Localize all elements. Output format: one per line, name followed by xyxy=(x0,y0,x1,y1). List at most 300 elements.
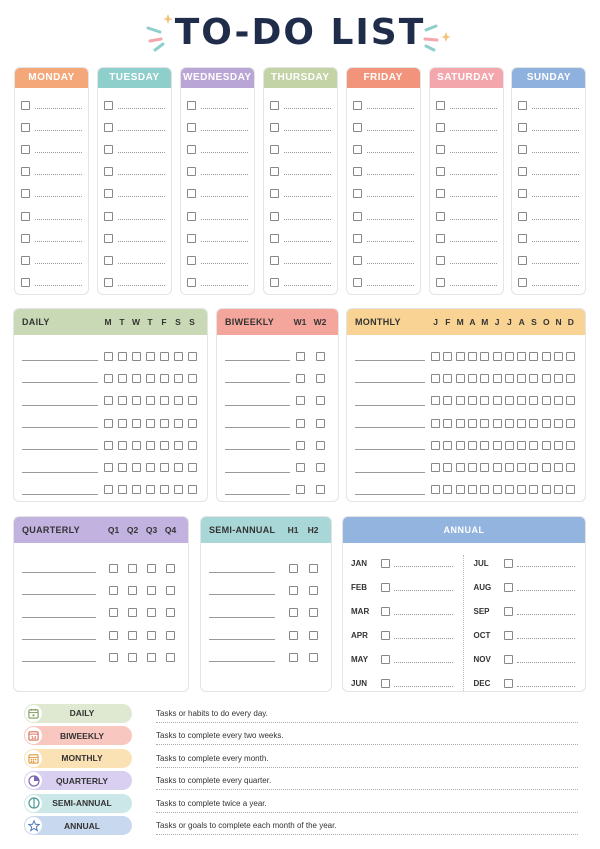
daily-checkbox[interactable] xyxy=(174,352,183,361)
task-line[interactable] xyxy=(118,124,165,131)
monthly-checkbox[interactable] xyxy=(566,419,575,428)
monthly-checkbox[interactable] xyxy=(443,419,452,428)
daily-task-line[interactable] xyxy=(22,418,98,428)
task-checkbox[interactable] xyxy=(436,167,445,176)
monthly-checkbox[interactable] xyxy=(456,396,465,405)
semiannual-task-line[interactable] xyxy=(209,630,275,640)
daily-task-line[interactable] xyxy=(22,485,98,495)
task-checkbox[interactable] xyxy=(353,145,362,154)
daily-checkbox[interactable] xyxy=(104,396,113,405)
task-checkbox[interactable] xyxy=(270,145,279,154)
monthly-checkbox[interactable] xyxy=(529,352,538,361)
monthly-checkbox[interactable] xyxy=(529,485,538,494)
daily-checkbox[interactable] xyxy=(104,463,113,472)
monthly-checkbox[interactable] xyxy=(505,463,514,472)
daily-checkbox[interactable] xyxy=(118,485,127,494)
semiannual-checkbox[interactable] xyxy=(309,631,318,640)
task-line[interactable] xyxy=(201,146,248,153)
quarterly-task-line[interactable] xyxy=(22,563,96,573)
task-line[interactable] xyxy=(450,124,497,131)
task-line[interactable] xyxy=(532,124,579,131)
task-line[interactable] xyxy=(367,190,414,197)
quarterly-checkbox[interactable] xyxy=(166,564,175,573)
task-line[interactable] xyxy=(532,257,579,264)
task-line[interactable] xyxy=(450,190,497,197)
quarterly-checkbox[interactable] xyxy=(147,564,156,573)
monthly-checkbox[interactable] xyxy=(468,485,477,494)
monthly-checkbox[interactable] xyxy=(493,463,502,472)
semiannual-checkbox[interactable] xyxy=(289,564,298,573)
task-checkbox[interactable] xyxy=(518,145,527,154)
quarterly-checkbox[interactable] xyxy=(166,631,175,640)
monthly-checkbox[interactable] xyxy=(517,419,526,428)
task-line[interactable] xyxy=(450,235,497,242)
biweekly-task-line[interactable] xyxy=(225,351,290,361)
daily-checkbox[interactable] xyxy=(188,419,197,428)
biweekly-task-line[interactable] xyxy=(225,373,290,383)
biweekly-task-line[interactable] xyxy=(225,396,290,406)
daily-checkbox[interactable] xyxy=(174,419,183,428)
monthly-checkbox[interactable] xyxy=(542,419,551,428)
monthly-checkbox[interactable] xyxy=(468,396,477,405)
daily-task-line[interactable] xyxy=(22,396,98,406)
task-checkbox[interactable] xyxy=(187,234,196,243)
annual-checkbox[interactable] xyxy=(381,583,390,592)
task-line[interactable] xyxy=(367,257,414,264)
daily-checkbox[interactable] xyxy=(118,463,127,472)
task-line[interactable] xyxy=(450,168,497,175)
task-checkbox[interactable] xyxy=(518,123,527,132)
semiannual-checkbox[interactable] xyxy=(309,608,318,617)
annual-task-line[interactable] xyxy=(517,680,576,687)
task-checkbox[interactable] xyxy=(353,167,362,176)
task-checkbox[interactable] xyxy=(270,234,279,243)
task-checkbox[interactable] xyxy=(353,123,362,132)
daily-task-line[interactable] xyxy=(22,373,98,383)
monthly-checkbox[interactable] xyxy=(493,352,502,361)
task-line[interactable] xyxy=(118,213,165,220)
daily-checkbox[interactable] xyxy=(146,441,155,450)
task-line[interactable] xyxy=(367,102,414,109)
task-line[interactable] xyxy=(284,279,331,286)
monthly-checkbox[interactable] xyxy=(493,485,502,494)
biweekly-task-line[interactable] xyxy=(225,485,290,495)
task-line[interactable] xyxy=(284,124,331,131)
annual-task-line[interactable] xyxy=(517,632,576,639)
quarterly-checkbox[interactable] xyxy=(128,608,137,617)
annual-checkbox[interactable] xyxy=(504,631,513,640)
quarterly-checkbox[interactable] xyxy=(109,586,118,595)
semiannual-checkbox[interactable] xyxy=(309,586,318,595)
biweekly-checkbox[interactable] xyxy=(316,396,325,405)
task-line[interactable] xyxy=(201,235,248,242)
task-line[interactable] xyxy=(532,213,579,220)
daily-checkbox[interactable] xyxy=(188,485,197,494)
task-checkbox[interactable] xyxy=(104,145,113,154)
daily-checkbox[interactable] xyxy=(160,441,169,450)
biweekly-checkbox[interactable] xyxy=(296,463,305,472)
monthly-checkbox[interactable] xyxy=(542,374,551,383)
daily-checkbox[interactable] xyxy=(118,352,127,361)
biweekly-checkbox[interactable] xyxy=(296,441,305,450)
monthly-checkbox[interactable] xyxy=(554,352,563,361)
quarterly-task-line[interactable] xyxy=(22,585,96,595)
daily-checkbox[interactable] xyxy=(160,374,169,383)
task-checkbox[interactable] xyxy=(518,256,527,265)
semiannual-task-line[interactable] xyxy=(209,563,275,573)
monthly-checkbox[interactable] xyxy=(542,396,551,405)
biweekly-checkbox[interactable] xyxy=(296,419,305,428)
task-line[interactable] xyxy=(35,124,82,131)
task-line[interactable] xyxy=(450,102,497,109)
monthly-checkbox[interactable] xyxy=(493,374,502,383)
task-checkbox[interactable] xyxy=(270,167,279,176)
task-line[interactable] xyxy=(118,168,165,175)
monthly-checkbox[interactable] xyxy=(431,463,440,472)
task-checkbox[interactable] xyxy=(353,101,362,110)
monthly-checkbox[interactable] xyxy=(554,396,563,405)
task-checkbox[interactable] xyxy=(270,189,279,198)
monthly-checkbox[interactable] xyxy=(456,485,465,494)
task-line[interactable] xyxy=(367,124,414,131)
biweekly-task-line[interactable] xyxy=(225,418,290,428)
monthly-checkbox[interactable] xyxy=(468,419,477,428)
daily-task-line[interactable] xyxy=(22,463,98,473)
task-checkbox[interactable] xyxy=(353,256,362,265)
task-line[interactable] xyxy=(201,279,248,286)
task-line[interactable] xyxy=(450,279,497,286)
task-checkbox[interactable] xyxy=(21,123,30,132)
task-line[interactable] xyxy=(284,146,331,153)
daily-checkbox[interactable] xyxy=(188,352,197,361)
monthly-checkbox[interactable] xyxy=(529,463,538,472)
task-checkbox[interactable] xyxy=(104,101,113,110)
monthly-checkbox[interactable] xyxy=(468,463,477,472)
daily-checkbox[interactable] xyxy=(188,374,197,383)
task-checkbox[interactable] xyxy=(104,189,113,198)
task-line[interactable] xyxy=(532,235,579,242)
monthly-checkbox[interactable] xyxy=(517,352,526,361)
monthly-checkbox[interactable] xyxy=(431,419,440,428)
monthly-checkbox[interactable] xyxy=(566,441,575,450)
monthly-checkbox[interactable] xyxy=(480,374,489,383)
monthly-checkbox[interactable] xyxy=(431,485,440,494)
daily-checkbox[interactable] xyxy=(132,352,141,361)
daily-checkbox[interactable] xyxy=(146,396,155,405)
task-line[interactable] xyxy=(118,102,165,109)
monthly-checkbox[interactable] xyxy=(480,485,489,494)
monthly-checkbox[interactable] xyxy=(517,396,526,405)
monthly-checkbox[interactable] xyxy=(456,352,465,361)
quarterly-checkbox[interactable] xyxy=(147,586,156,595)
task-checkbox[interactable] xyxy=(104,234,113,243)
task-line[interactable] xyxy=(35,257,82,264)
task-line[interactable] xyxy=(201,257,248,264)
monthly-checkbox[interactable] xyxy=(456,374,465,383)
quarterly-checkbox[interactable] xyxy=(128,631,137,640)
monthly-checkbox[interactable] xyxy=(493,419,502,428)
task-checkbox[interactable] xyxy=(436,101,445,110)
task-line[interactable] xyxy=(35,168,82,175)
task-checkbox[interactable] xyxy=(353,189,362,198)
task-line[interactable] xyxy=(201,190,248,197)
monthly-checkbox[interactable] xyxy=(517,463,526,472)
monthly-checkbox[interactable] xyxy=(566,463,575,472)
task-checkbox[interactable] xyxy=(187,145,196,154)
task-checkbox[interactable] xyxy=(104,256,113,265)
task-checkbox[interactable] xyxy=(518,234,527,243)
monthly-checkbox[interactable] xyxy=(529,441,538,450)
task-line[interactable] xyxy=(35,190,82,197)
biweekly-checkbox[interactable] xyxy=(316,352,325,361)
task-checkbox[interactable] xyxy=(353,278,362,287)
task-checkbox[interactable] xyxy=(270,212,279,221)
quarterly-checkbox[interactable] xyxy=(109,653,118,662)
semiannual-task-line[interactable] xyxy=(209,585,275,595)
task-line[interactable] xyxy=(201,213,248,220)
monthly-task-line[interactable] xyxy=(355,418,425,428)
daily-checkbox[interactable] xyxy=(174,463,183,472)
semiannual-task-line[interactable] xyxy=(209,652,275,662)
semiannual-checkbox[interactable] xyxy=(289,586,298,595)
daily-checkbox[interactable] xyxy=(132,419,141,428)
annual-checkbox[interactable] xyxy=(504,679,513,688)
daily-checkbox[interactable] xyxy=(188,463,197,472)
annual-task-line[interactable] xyxy=(517,656,576,663)
monthly-checkbox[interactable] xyxy=(554,463,563,472)
annual-task-line[interactable] xyxy=(394,608,453,615)
daily-checkbox[interactable] xyxy=(104,374,113,383)
task-line[interactable] xyxy=(118,146,165,153)
task-checkbox[interactable] xyxy=(270,256,279,265)
semiannual-checkbox[interactable] xyxy=(289,653,298,662)
monthly-checkbox[interactable] xyxy=(566,485,575,494)
monthly-checkbox[interactable] xyxy=(554,441,563,450)
task-checkbox[interactable] xyxy=(21,234,30,243)
task-checkbox[interactable] xyxy=(21,278,30,287)
monthly-checkbox[interactable] xyxy=(566,396,575,405)
quarterly-checkbox[interactable] xyxy=(166,608,175,617)
daily-checkbox[interactable] xyxy=(132,485,141,494)
annual-task-line[interactable] xyxy=(394,560,453,567)
daily-checkbox[interactable] xyxy=(146,419,155,428)
task-line[interactable] xyxy=(532,146,579,153)
semiannual-checkbox[interactable] xyxy=(289,631,298,640)
task-checkbox[interactable] xyxy=(187,212,196,221)
daily-checkbox[interactable] xyxy=(146,352,155,361)
monthly-checkbox[interactable] xyxy=(480,352,489,361)
daily-checkbox[interactable] xyxy=(118,441,127,450)
task-line[interactable] xyxy=(284,168,331,175)
biweekly-checkbox[interactable] xyxy=(296,396,305,405)
monthly-checkbox[interactable] xyxy=(566,374,575,383)
daily-task-line[interactable] xyxy=(22,440,98,450)
daily-checkbox[interactable] xyxy=(160,419,169,428)
monthly-checkbox[interactable] xyxy=(480,396,489,405)
task-line[interactable] xyxy=(367,146,414,153)
monthly-checkbox[interactable] xyxy=(456,419,465,428)
task-line[interactable] xyxy=(450,146,497,153)
task-checkbox[interactable] xyxy=(270,101,279,110)
biweekly-checkbox[interactable] xyxy=(316,374,325,383)
monthly-task-line[interactable] xyxy=(355,463,425,473)
annual-checkbox[interactable] xyxy=(504,607,513,616)
monthly-checkbox[interactable] xyxy=(505,352,514,361)
monthly-checkbox[interactable] xyxy=(456,441,465,450)
monthly-checkbox[interactable] xyxy=(480,441,489,450)
biweekly-checkbox[interactable] xyxy=(296,485,305,494)
annual-checkbox[interactable] xyxy=(381,679,390,688)
daily-checkbox[interactable] xyxy=(104,441,113,450)
daily-checkbox[interactable] xyxy=(174,374,183,383)
task-line[interactable] xyxy=(35,102,82,109)
daily-checkbox[interactable] xyxy=(146,463,155,472)
daily-checkbox[interactable] xyxy=(174,485,183,494)
annual-task-line[interactable] xyxy=(394,584,453,591)
task-line[interactable] xyxy=(367,213,414,220)
monthly-checkbox[interactable] xyxy=(493,396,502,405)
task-checkbox[interactable] xyxy=(436,145,445,154)
semiannual-checkbox[interactable] xyxy=(309,653,318,662)
biweekly-task-line[interactable] xyxy=(225,440,290,450)
daily-checkbox[interactable] xyxy=(174,441,183,450)
task-checkbox[interactable] xyxy=(436,189,445,198)
task-line[interactable] xyxy=(532,279,579,286)
task-checkbox[interactable] xyxy=(21,256,30,265)
task-checkbox[interactable] xyxy=(187,123,196,132)
monthly-checkbox[interactable] xyxy=(529,374,538,383)
monthly-checkbox[interactable] xyxy=(505,485,514,494)
semiannual-checkbox[interactable] xyxy=(289,608,298,617)
monthly-checkbox[interactable] xyxy=(542,463,551,472)
monthly-task-line[interactable] xyxy=(355,440,425,450)
daily-checkbox[interactable] xyxy=(118,374,127,383)
task-line[interactable] xyxy=(367,168,414,175)
biweekly-checkbox[interactable] xyxy=(316,463,325,472)
task-checkbox[interactable] xyxy=(436,278,445,287)
task-checkbox[interactable] xyxy=(104,278,113,287)
task-line[interactable] xyxy=(284,213,331,220)
monthly-checkbox[interactable] xyxy=(554,485,563,494)
monthly-checkbox[interactable] xyxy=(443,374,452,383)
task-checkbox[interactable] xyxy=(353,212,362,221)
biweekly-task-line[interactable] xyxy=(225,463,290,473)
task-line[interactable] xyxy=(532,190,579,197)
monthly-task-line[interactable] xyxy=(355,373,425,383)
daily-checkbox[interactable] xyxy=(118,396,127,405)
daily-checkbox[interactable] xyxy=(188,441,197,450)
task-line[interactable] xyxy=(35,279,82,286)
biweekly-checkbox[interactable] xyxy=(316,441,325,450)
task-line[interactable] xyxy=(118,235,165,242)
daily-checkbox[interactable] xyxy=(104,352,113,361)
quarterly-checkbox[interactable] xyxy=(147,653,156,662)
daily-checkbox[interactable] xyxy=(160,352,169,361)
monthly-checkbox[interactable] xyxy=(456,463,465,472)
task-line[interactable] xyxy=(118,190,165,197)
task-line[interactable] xyxy=(284,190,331,197)
monthly-checkbox[interactable] xyxy=(529,419,538,428)
daily-checkbox[interactable] xyxy=(118,419,127,428)
task-checkbox[interactable] xyxy=(270,278,279,287)
quarterly-checkbox[interactable] xyxy=(147,631,156,640)
task-line[interactable] xyxy=(201,168,248,175)
daily-checkbox[interactable] xyxy=(160,396,169,405)
quarterly-checkbox[interactable] xyxy=(109,631,118,640)
task-checkbox[interactable] xyxy=(518,189,527,198)
daily-task-line[interactable] xyxy=(22,351,98,361)
daily-checkbox[interactable] xyxy=(104,419,113,428)
monthly-checkbox[interactable] xyxy=(443,463,452,472)
quarterly-checkbox[interactable] xyxy=(128,586,137,595)
monthly-checkbox[interactable] xyxy=(431,396,440,405)
annual-task-line[interactable] xyxy=(517,584,576,591)
monthly-checkbox[interactable] xyxy=(542,352,551,361)
task-line[interactable] xyxy=(532,102,579,109)
daily-checkbox[interactable] xyxy=(132,441,141,450)
daily-checkbox[interactable] xyxy=(104,485,113,494)
monthly-checkbox[interactable] xyxy=(468,374,477,383)
task-line[interactable] xyxy=(284,102,331,109)
daily-checkbox[interactable] xyxy=(146,485,155,494)
annual-checkbox[interactable] xyxy=(381,631,390,640)
biweekly-checkbox[interactable] xyxy=(296,374,305,383)
task-line[interactable] xyxy=(35,213,82,220)
biweekly-checkbox[interactable] xyxy=(316,485,325,494)
quarterly-checkbox[interactable] xyxy=(109,564,118,573)
task-checkbox[interactable] xyxy=(436,256,445,265)
task-checkbox[interactable] xyxy=(518,278,527,287)
task-checkbox[interactable] xyxy=(104,212,113,221)
monthly-checkbox[interactable] xyxy=(554,374,563,383)
annual-task-line[interactable] xyxy=(517,560,576,567)
monthly-checkbox[interactable] xyxy=(468,441,477,450)
semiannual-checkbox[interactable] xyxy=(309,564,318,573)
monthly-checkbox[interactable] xyxy=(517,374,526,383)
annual-task-line[interactable] xyxy=(394,680,453,687)
task-checkbox[interactable] xyxy=(21,212,30,221)
task-checkbox[interactable] xyxy=(436,123,445,132)
daily-checkbox[interactable] xyxy=(132,374,141,383)
task-line[interactable] xyxy=(284,257,331,264)
quarterly-checkbox[interactable] xyxy=(128,653,137,662)
task-line[interactable] xyxy=(450,257,497,264)
monthly-checkbox[interactable] xyxy=(493,441,502,450)
task-checkbox[interactable] xyxy=(187,278,196,287)
monthly-checkbox[interactable] xyxy=(529,396,538,405)
daily-checkbox[interactable] xyxy=(188,396,197,405)
task-line[interactable] xyxy=(201,102,248,109)
task-checkbox[interactable] xyxy=(104,167,113,176)
task-checkbox[interactable] xyxy=(518,167,527,176)
monthly-checkbox[interactable] xyxy=(505,396,514,405)
monthly-checkbox[interactable] xyxy=(443,396,452,405)
monthly-task-line[interactable] xyxy=(355,396,425,406)
monthly-checkbox[interactable] xyxy=(431,352,440,361)
quarterly-checkbox[interactable] xyxy=(166,653,175,662)
task-checkbox[interactable] xyxy=(21,145,30,154)
annual-checkbox[interactable] xyxy=(381,607,390,616)
quarterly-task-line[interactable] xyxy=(22,608,96,618)
monthly-checkbox[interactable] xyxy=(505,374,514,383)
task-checkbox[interactable] xyxy=(187,167,196,176)
annual-checkbox[interactable] xyxy=(504,655,513,664)
daily-checkbox[interactable] xyxy=(132,463,141,472)
monthly-checkbox[interactable] xyxy=(554,419,563,428)
task-checkbox[interactable] xyxy=(518,212,527,221)
monthly-task-line[interactable] xyxy=(355,351,425,361)
monthly-checkbox[interactable] xyxy=(505,441,514,450)
